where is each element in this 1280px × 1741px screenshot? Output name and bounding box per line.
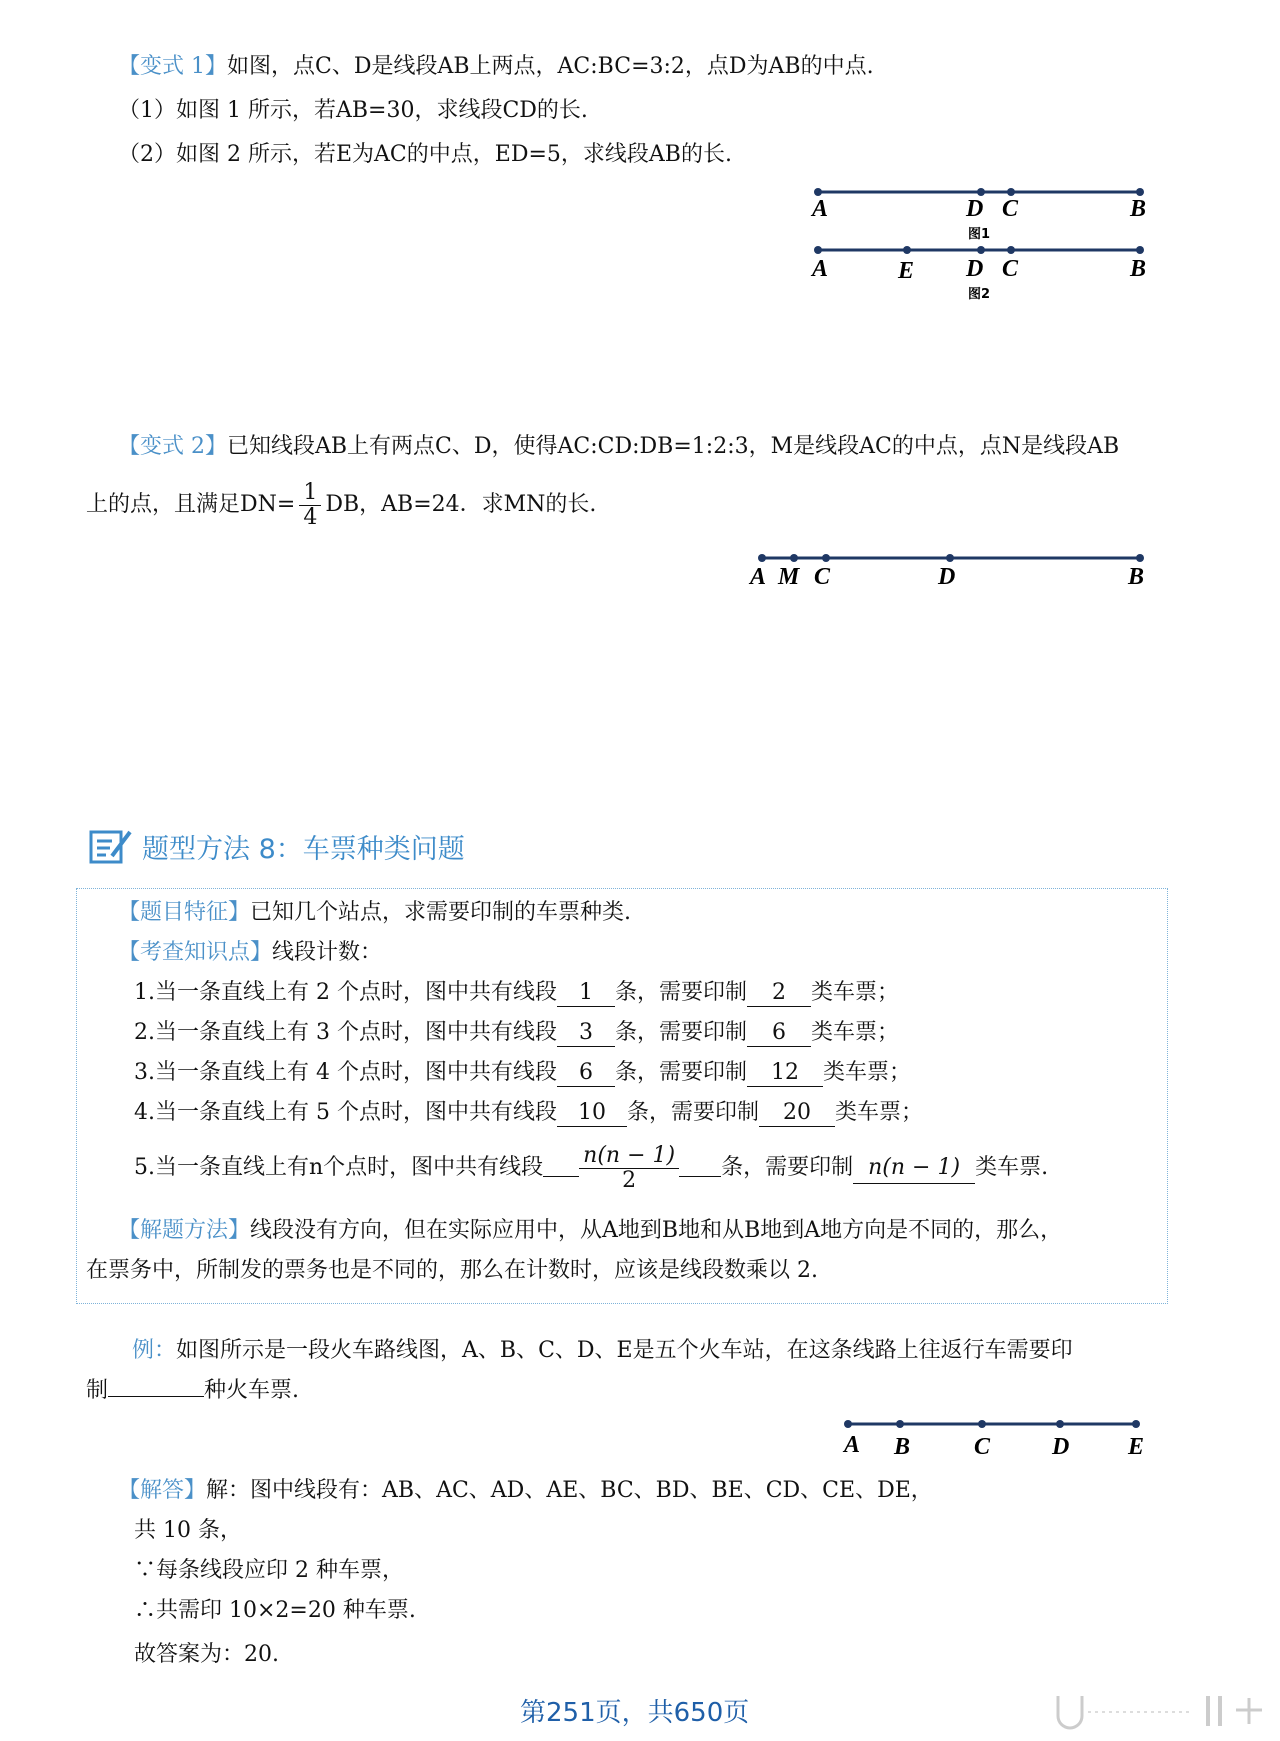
v2-label-m: M	[778, 564, 800, 590]
count-row-1	[134, 978, 899, 1008]
row-segment-count: 10	[557, 1100, 627, 1127]
fig2-point-b	[1136, 246, 1144, 254]
fig2-label-b: B	[1130, 256, 1147, 282]
section8-header	[88, 826, 465, 866]
example-text: 如图所示是一段火车路线图，A、B、C、D、E是五个火车站，在这条线路上往返行车需要印	[176, 1338, 1073, 1363]
count-row-2	[134, 1018, 899, 1048]
answer-line2: 共 10 条，	[134, 1518, 242, 1543]
fig2-point-e	[903, 246, 911, 254]
example-line1	[132, 1336, 1073, 1366]
row-text: 条，需要印制	[626, 1100, 759, 1125]
fig2-point-a	[814, 246, 822, 254]
v2-label-a: A	[750, 564, 767, 590]
variant1-tag: 【变式 1】	[118, 54, 227, 79]
example-line2-pre: 制	[86, 1378, 109, 1403]
answer-line3: ∵每条线段应印 2 种车票，	[134, 1558, 404, 1583]
ex-point-b	[896, 1420, 904, 1428]
row-ticket-count: 2	[747, 980, 811, 1007]
answer-line5: 故答案为：20.	[134, 1642, 279, 1667]
row-text: 类车票.	[975, 1155, 1049, 1180]
ex-label-e: E	[1128, 1434, 1145, 1460]
row5-ticket-count: n(n − 1)	[853, 1153, 975, 1184]
row-segment-count: 6	[557, 1060, 615, 1087]
page-number: 第251页，共650页	[520, 1698, 750, 1728]
variant1-question1: （1）如图 1 所示，若AB=30，求线段CD的长.	[118, 98, 588, 123]
variant2-tag: 【变式 2】	[118, 434, 227, 459]
answer-text-1: 解：图中线段有：AB、AC、AD、AE、BC、BD、BE、CD、CE、DE，	[206, 1478, 933, 1503]
fraction-denominator: 4	[303, 504, 318, 530]
fig2-point-d	[977, 246, 985, 254]
row-text: 类车票；	[835, 1100, 924, 1125]
count-row-3	[134, 1058, 911, 1088]
row-text: 条，需要印制	[614, 980, 747, 1005]
variant2-figure	[748, 546, 1168, 596]
blank-line	[679, 1176, 721, 1177]
row-ticket-count: 20	[759, 1100, 835, 1127]
fig2-label-d: D	[966, 256, 984, 282]
count-row-5	[134, 1140, 1048, 1196]
ex-label-d: D	[1052, 1434, 1070, 1460]
fig1-label-d: D	[966, 196, 984, 222]
v2-point-c	[822, 554, 830, 562]
variant2-stem-line2	[86, 478, 596, 532]
variant1-stem	[118, 52, 874, 82]
row-segment-count: 1	[557, 980, 615, 1007]
answer-blank[interactable]	[108, 1396, 204, 1397]
row-text: 类车票；	[823, 1060, 912, 1085]
knowledge-line	[118, 938, 382, 968]
v2-point-m	[790, 554, 798, 562]
ex-point-c	[978, 1420, 986, 1428]
fig1-caption: 图1	[968, 227, 991, 242]
ex-label-c: C	[974, 1434, 991, 1460]
example-line2	[86, 1376, 299, 1406]
variant1-text: 如图，点C、D是线段AB上两点，AC:BC=3:2，点D为AB的中点.	[227, 54, 874, 79]
method-tag: 【解题方法】	[118, 1218, 251, 1243]
blank-line	[543, 1176, 579, 1177]
row-text: 3.当一条直线上有 4 个点时，图中共有线段	[134, 1060, 557, 1085]
row-text: 2.当一条直线上有 3 个点时，图中共有线段	[134, 1020, 557, 1045]
feature-tag: 【题目特征】	[118, 900, 251, 925]
variant1-question2: （2）如图 2 所示，若E为AC的中点，ED=5，求线段AB的长.	[118, 142, 732, 167]
ex-point-a	[844, 1420, 852, 1428]
v2-point-a	[758, 554, 766, 562]
knowledge-tag: 【考查知识点】	[118, 940, 273, 965]
knowledge-text: 线段计数：	[272, 940, 383, 965]
example-figure	[836, 1412, 1166, 1464]
fig1-label-c: C	[1002, 196, 1019, 222]
ex-point-d	[1056, 1420, 1064, 1428]
fig1-point-b	[1136, 188, 1144, 196]
fraction-numerator: 1	[299, 481, 321, 506]
fig1-label-b: B	[1130, 196, 1147, 222]
row-text: 条，需要印制	[721, 1155, 854, 1180]
fig1-label-a: A	[812, 196, 829, 222]
row5-frac-den: 2	[622, 1167, 637, 1193]
row-text: 1.当一条直线上有 2 个点时，图中共有线段	[134, 980, 557, 1005]
row-text: 5.当一条直线上有n个点时，图中共有线段	[134, 1155, 544, 1180]
ex-point-e	[1132, 1420, 1140, 1428]
answer-line1	[118, 1476, 933, 1506]
row-ticket-count: 6	[747, 1020, 811, 1047]
variant2-fraction	[299, 481, 321, 530]
variant1-figures	[800, 180, 1180, 310]
fig1-point-d	[977, 188, 985, 196]
fig2-point-c	[1007, 246, 1015, 254]
section8-title: 题型方法 8：车票种类问题	[142, 833, 465, 865]
row-text: 类车票；	[811, 980, 900, 1005]
ex-label-b: B	[894, 1434, 911, 1460]
row5-fraction	[579, 1144, 679, 1193]
row-segment-count: 3	[557, 1020, 615, 1047]
answer-tag: 【解答】	[118, 1478, 207, 1503]
fig2-caption: 图2	[968, 287, 991, 302]
fig2-label-e: E	[898, 258, 915, 284]
feature-line	[118, 898, 631, 928]
method-text-1: 线段没有方向，但在实际应用中，从A地到B地和从B地到A地方向是不同的，那么，	[250, 1218, 1063, 1243]
feature-text: 已知几个站点，求需要印制的车票种类.	[250, 900, 632, 925]
fig2-label-c: C	[1002, 256, 1019, 282]
fig1-point-a	[814, 188, 822, 196]
fig2-label-a: A	[812, 256, 829, 282]
variant2-stem-line1	[118, 432, 1119, 462]
row-ticket-count: 12	[747, 1060, 823, 1087]
answer-line4: ∴共需印 10×2=20 种车票.	[134, 1598, 416, 1623]
row5-frac-num: n(n − 1)	[579, 1144, 679, 1169]
row-text: 4.当一条直线上有 5 个点时，图中共有线段	[134, 1100, 557, 1125]
v2-label-d: D	[938, 564, 956, 590]
method-line1	[118, 1216, 1062, 1246]
variant2-text: 已知线段AB上有两点C、D，使得AC:CD:DB=1:2:3，M是线段AC的中点，点N是线段AB	[227, 434, 1120, 459]
row-text: 条，需要印制	[614, 1020, 747, 1045]
row-text: 类车票；	[811, 1020, 900, 1045]
method-line2: 在票务中，所制发的票务也是不同的，那么在计数时，应该是线段数乘以 2.	[86, 1258, 818, 1283]
v2-label-c: C	[814, 564, 831, 590]
example-tag: 例：	[132, 1338, 177, 1363]
variant2-line2-post: DB，AB=24．求MN的长.	[325, 492, 597, 517]
v2-label-b: B	[1128, 564, 1145, 590]
watermark-icon	[1040, 1690, 1270, 1734]
ex-label-a: A	[844, 1432, 861, 1458]
v2-point-b	[1136, 554, 1144, 562]
fig1-point-c	[1007, 188, 1015, 196]
example-line2-post: 种火车票.	[204, 1378, 300, 1403]
count-row-4	[134, 1098, 923, 1128]
edit-notes-icon	[88, 826, 134, 866]
variant2-line2-pre: 上的点，且满足DN=	[86, 492, 296, 517]
v2-point-d	[946, 554, 954, 562]
row-text: 条，需要印制	[614, 1060, 747, 1085]
